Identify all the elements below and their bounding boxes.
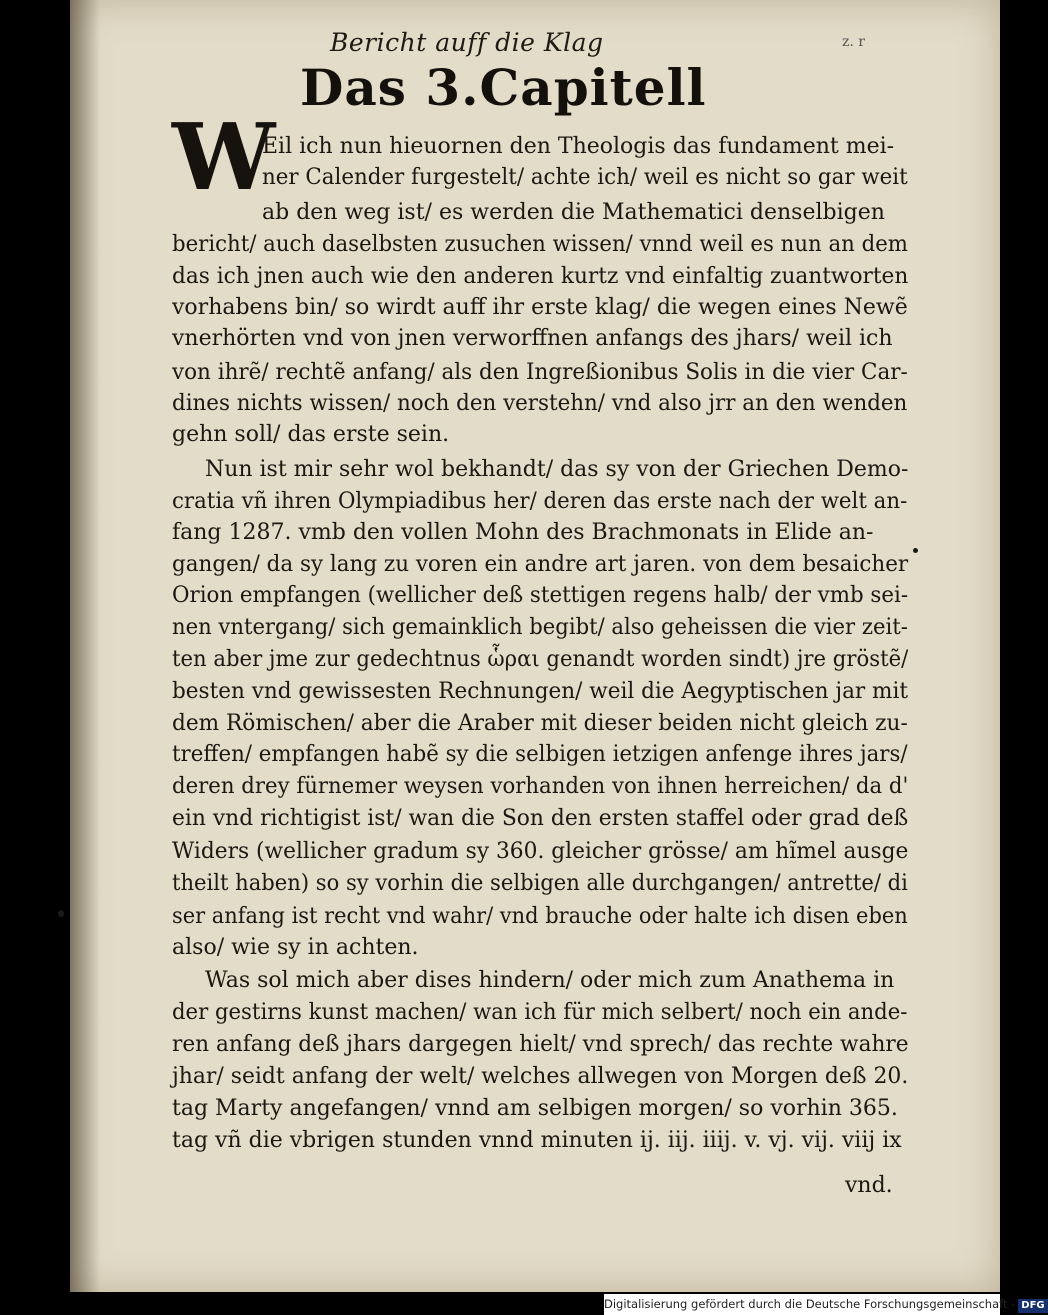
text-line: vnerhörten vnd von jnen verworffnen anfangs des jhars/ weil ich [172, 326, 893, 351]
text-line: tag vñ die vbrigen stunden vnnd minuten ij. iij. iiij. v. vj. vij. viij ix [172, 1128, 902, 1153]
text-line: jhar/ seidt anfang der welt/ welches allwegen von Morgen deß 20. [172, 1064, 909, 1089]
text-line: ser anfang ist recht vnd wahr/ vnd brauche oder halte ich disen eben [172, 904, 908, 929]
running-head: Bericht auff die Klag [330, 28, 604, 57]
text-line: theilt haben) so sy vorhin die selbigen alle durchgangen/ antrette/ di [172, 871, 908, 896]
ink-dot [913, 548, 918, 553]
text-line: Eil ich nun hieuornen den Theologis das fundament mei- [262, 134, 895, 159]
text-line: ab den weg ist/ es werden die Mathematici denselbigen [262, 200, 885, 225]
text-line: ten aber jme zur gedechtnus ὧραι genandt worden sindt) jre gröstẽ/ [172, 647, 909, 672]
text-line: fang 1287. vmb den vollen Mohn des Brachmonats in Elide an- [172, 520, 874, 545]
text-line: vorhabens bin/ so wirdt auff ihr erste klag/ die wegen eines Newẽ [172, 295, 908, 320]
text-line: nen vntergang/ sich gemainklich begibt/ also geheissen die vier zeit- [172, 615, 908, 640]
text-line: dines nichts wissen/ noch den verstehn/ vnd also jrr an den wenden [172, 391, 908, 416]
text-line: dem Römischen/ aber die Araber mit dieser beiden nicht gleich zu- [172, 711, 908, 736]
dfg-logo: DFG [1018, 1299, 1047, 1313]
text-line: ein vnd richtigist ist/ wan die Son den ersten staffel oder grad deß [172, 806, 909, 831]
text-line: Orion empfangen (wellicher deß stettigen regens halb/ der vmb sei- [172, 583, 909, 608]
text-line: bericht/ auch daselbsten zusuchen wissen/ vnnd weil es nun an dem [172, 232, 908, 257]
footer-text: Digitalisierung gefördert durch die Deutsche Forschungsgemeinschaft - [604, 1297, 1016, 1311]
footer-credit [604, 1294, 1045, 1315]
text-line: ren anfang deß jhars dargegen hielt/ vnd sprech/ das rechte wahre [172, 1032, 909, 1057]
drop-cap: W [172, 103, 276, 211]
page-mark: z. r [842, 34, 865, 50]
chapter-title: Das 3.Capitell [300, 58, 707, 117]
text-line: gehn soll/ das erste sein. [172, 422, 450, 447]
text-line: besten vnd gewissesten Rechnungen/ weil die Aegyptischen jar mit [172, 679, 909, 704]
text-line: von ihrẽ/ rechtẽ anfang/ als den Ingreßionibus Solis in die vier Car- [172, 360, 908, 385]
text-line: vnd. [845, 1173, 893, 1198]
text-line: tag Marty angefangen/ vnnd am selbigen morgen/ so vorhin 365. [172, 1096, 898, 1121]
text-line: treffen/ empfangen habẽ sy die selbigen ietzigen anfenge ihres jars/ [172, 742, 908, 767]
text-line: deren drey fürnemer weysen vorhanden von ihnen herreichen/ da d' [172, 774, 909, 799]
ink-dot [58, 910, 64, 917]
text-line: Was sol mich aber dises hindern/ oder mich zum Anathema in [205, 968, 895, 993]
text-line: ner Calender furgestelt/ achte ich/ weil es nicht so gar weit [262, 165, 908, 190]
text-line: Nun ist mir sehr wol bekhandt/ das sy von der Griechen Demo- [205, 457, 909, 482]
text-line: also/ wie sy in achten. [172, 935, 419, 960]
text-line: gangen/ da sy lang zu voren ein andre art jaren. von dem besaicher [172, 552, 909, 577]
text-line: der gestirns kunst machen/ wan ich für mich selbert/ noch ein ande- [172, 1000, 908, 1025]
text-line: cratia vñ ihren Olympiadibus her/ deren das erste nach der welt an- [172, 489, 908, 514]
text-line: Widers (wellicher gradum sy 360. gleicher grösse/ am hĩmel ausge [172, 839, 909, 864]
text-line: das ich jnen auch wie den anderen kurtz vnd einfaltig zuantworten [172, 264, 909, 289]
